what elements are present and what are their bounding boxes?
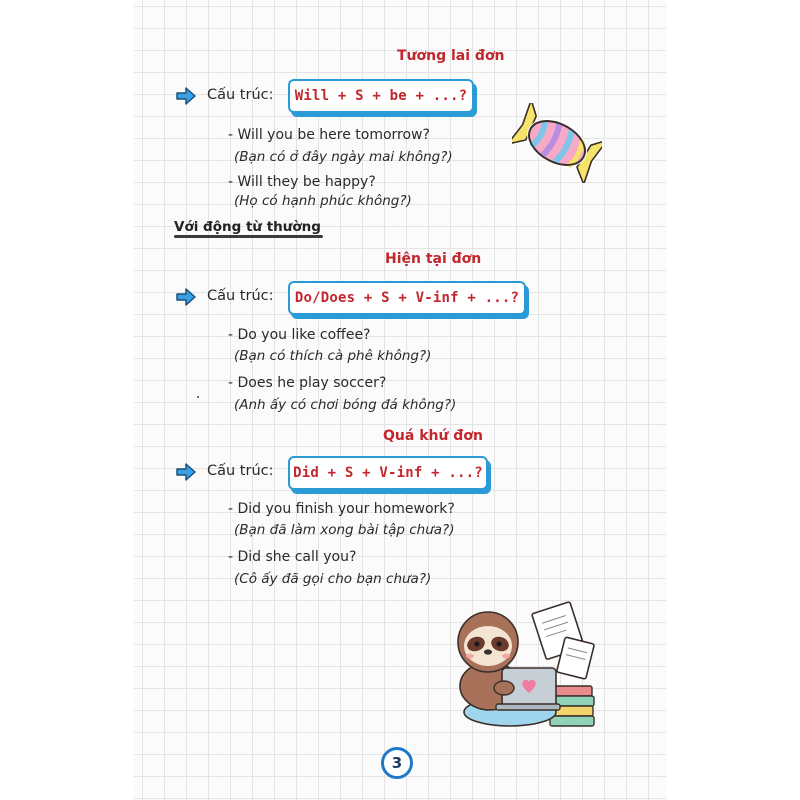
subheading-text: Với động từ thường bbox=[174, 219, 321, 235]
arrow-right-icon bbox=[175, 85, 197, 107]
arrow-right-icon bbox=[175, 461, 197, 483]
example-translation: (Anh ấy có chơi bóng đá không?) bbox=[234, 397, 457, 413]
section-title-future-simple: Tương lai đơn bbox=[397, 48, 505, 64]
example-sentence: - Will they be happy? bbox=[228, 174, 376, 190]
example-sentence: - Did she call you? bbox=[228, 549, 357, 565]
example-translation: (Bạn đã làm xong bài tập chưa?) bbox=[234, 522, 455, 538]
ink-dot bbox=[197, 396, 199, 398]
sloth-laptop-sticker-icon bbox=[440, 600, 600, 730]
subheading-regular-verbs bbox=[174, 219, 321, 235]
example-translation: (Bạn có thích cà phê không?) bbox=[234, 348, 432, 364]
formula-box-past-simple: Did + S + V-inf + ...? bbox=[288, 456, 488, 490]
example-sentence: - Does he play soccer? bbox=[228, 375, 387, 391]
example-sentence: - Did you finish your homework? bbox=[228, 501, 455, 517]
example-translation: (Họ có hạnh phúc không?) bbox=[234, 193, 412, 209]
structure-label: Cấu trúc: bbox=[207, 87, 274, 103]
arrow-right-icon bbox=[175, 286, 197, 308]
example-translation: (Bạn có ở đây ngày mai không?) bbox=[234, 149, 453, 165]
formula-box-present-simple: Do/Does + S + V-inf + ...? bbox=[288, 281, 526, 315]
structure-label: Cấu trúc: bbox=[207, 288, 274, 304]
formula-box-future-simple: Will + S + be + ...? bbox=[288, 79, 474, 113]
page-number-badge: 3 bbox=[381, 747, 413, 779]
candy-sticker-icon bbox=[512, 103, 602, 183]
subheading-underline bbox=[174, 235, 323, 238]
example-sentence: - Do you like coffee? bbox=[228, 327, 371, 343]
example-sentence: - Will you be here tomorrow? bbox=[228, 127, 430, 143]
section-title-past-simple: Quá khứ đơn bbox=[383, 428, 483, 444]
example-translation: (Cô ấy đã gọi cho bạn chưa?) bbox=[234, 571, 432, 587]
section-title-present-simple: Hiện tại đơn bbox=[385, 251, 482, 267]
structure-label: Cấu trúc: bbox=[207, 463, 274, 479]
